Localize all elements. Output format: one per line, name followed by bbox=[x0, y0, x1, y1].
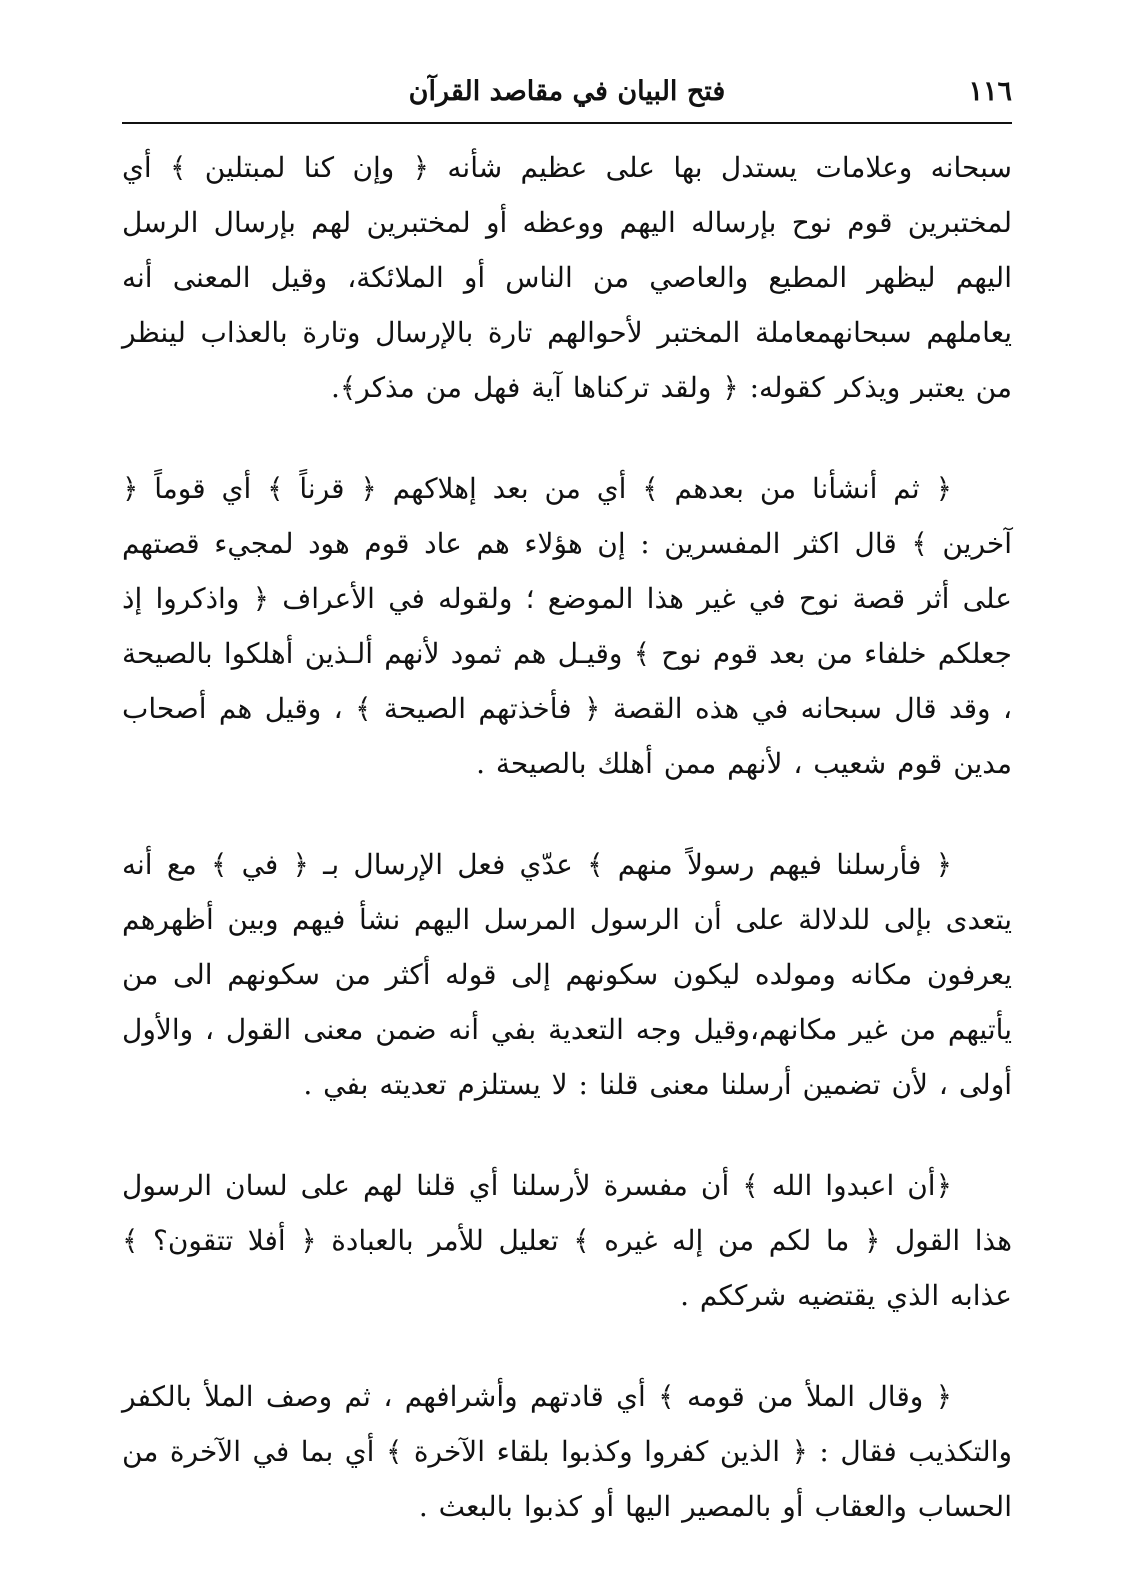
paragraph-3: ﴿ فأرسلنا فيهم رسولاً منهم ﴾ عدّي فعل الإرسال بـ ﴿ في ﴾ مع أنه يتعدى بإلى للدلالة على أن الرسول المرسل اليهم نشأ فيهم وبين أظهرهم يعرفون مكانه ومولده ليكون سكونهم إلى قوله أكثر من سكونهم الى من يأتيهم من غير مكانهم،وقيل وجه التعدية بفي أنه ضمن معنى القول ، والأول أولى ، لأن تضمين أرسلنا معنى قلنا : لا يستلزم تعديته بفي . bbox=[122, 848, 1013, 1101]
paragraph-5: ﴿ وقال الملأ من قومه ﴾ أي قادتهم وأشرافهم ، ثم وصف الملأ بالكفر والتكذيب فقال : ﴿ الذين كفروا وكذبوا بلقاء الآخرة ﴾ أي بما في الآخرة من الحساب والعقاب أو بالمصير اليها أو كذبوا بالبعث . bbox=[122, 1380, 1012, 1523]
paragraph-4: ﴿أن اعبدوا الله ﴾ أن مفسرة لأرسلنا أي قلنا لهم على لسان الرسول هذا القول ﴿ ما لكم من إله غيره ﴾ تعليل للأمر بالعبادة ﴿ أفلا تتقون؟ ﴾ عذابه الذي يقتضيه شرككم . bbox=[122, 1169, 1013, 1312]
paragraph-2: ﴿ ثم أنشأنا من بعدهم ﴾ أي من بعد إهلاكهم ﴿ قرناً ﴾ أي قوماً ﴿ آخرين ﴾ قال اكثر المفسرين : إن هؤلاء هم عاد قوم هود لمجيء قصتهم على أثر قصة نوح في غير هذا الموضع ؛ ولقوله في الأعراف ﴿ واذكروا إذ جعلكم خلفاء من بعد قوم نوح ﴾ وقيـل هم ثمود لأنهم ألـذين أهلكوا بالصيحة ، وقد قال سبحانه في هذه القصة ﴿ فأخذتهم الصيحة ﴾ ، وقيل هم أصحاب مدين قوم شعيب ، لأنهم ممن أهلك بالصيحة . bbox=[122, 472, 1012, 780]
page-body bbox=[122, 140, 1012, 1580]
header-divider bbox=[122, 122, 1012, 124]
page-number: ١١٦ bbox=[968, 76, 1012, 107]
paragraph-1: سبحانه وعلامات يستدل بها على عظيم شأنه ﴿ وإن كنا لمبتلين ﴾ أي لمختبرين قوم نوح بإرساله اليهم ووعظه أو لمختبرين لهم بإرسال الرسل اليهم ليظهر المطيع والعاصي من الناس أو الملائكة، وقيل المعنى أنه يعاملهم سبحانهمعاملة المختبر لأحوالهم تارة بالإرسال وتارة بالعذاب لينظر من يعتبر ويذكر كقوله: ﴿ ولقد تركناها آية فهل من مذكر﴾. bbox=[122, 151, 1012, 404]
running-title: فتح البيان في مقاصد القرآن bbox=[408, 76, 726, 107]
page-header bbox=[122, 70, 1012, 120]
